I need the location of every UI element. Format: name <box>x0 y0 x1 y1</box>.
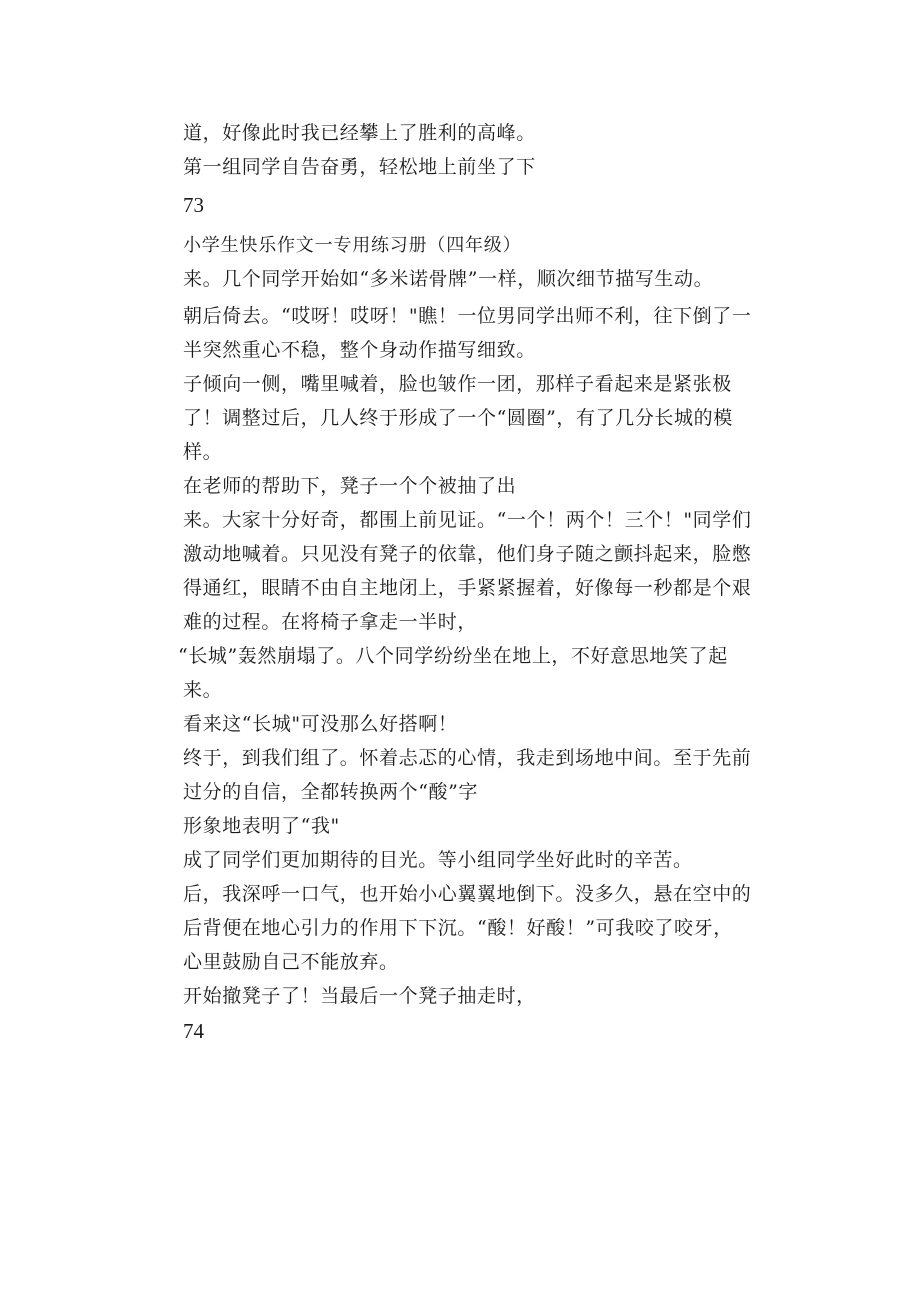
text-line: 形象地表明了“我" <box>183 815 340 837</box>
text-line: 了！调整过后，几人终于形成了一个“圆圈”，有了几分长城的模 <box>183 407 733 429</box>
text-line: 看来这“长城"可没那么好搭啊！ <box>183 713 458 735</box>
text-line: 后，我深呼一口气，也开始小心翼翼地倒下。没多久，悬在空中的 <box>183 883 752 905</box>
text-line: 来。大家十分好奇，都围上前见证。“一个！两个！三个！"同学们 <box>183 509 752 531</box>
text-line: 终于，到我们组了。怀着忐忑的心情，我走到场地中间。至于先前 <box>183 747 752 769</box>
text-line: 朝后倚去。“哎呀！哎呀！"瞧！一位男同学出师不利，往下倒了一 <box>183 305 752 327</box>
text-line: 子倾向一侧，嘴里喊着，脸也皱作一团，那样子看起来是紧张极 <box>183 373 732 395</box>
text-line: 过分的自信，全都转换两个“酸”字 <box>183 781 479 803</box>
text-line: 第一组同学自告奋勇，轻松地上前坐了下 <box>183 156 536 178</box>
text-line: 激动地喊着。只见没有凳子的依靠，他们身子随之颤抖起来，脸憋 <box>183 543 752 565</box>
text-line: 来。 <box>183 679 223 701</box>
page-number: 73 <box>183 193 204 217</box>
text-line: 样。 <box>183 441 223 463</box>
text-line: 开始撤凳子了！当最后一个凳子抽走时， <box>183 985 536 1007</box>
text-line: 后背便在地心引力的作用下下沉。“酸！好酸！”可我咬了咬牙， <box>183 917 733 939</box>
text-line: 在老师的帮助下，凳子一个个被抽了出 <box>183 475 517 497</box>
text-line: 心里鼓励自己不能放弃。 <box>183 951 399 973</box>
text-line: “长城”轰然崩塌了。八个同学纷纷坐在地上，不好意思地笑了起 <box>178 645 728 667</box>
text-line: 成了同学们更加期待的目光。等小组同学坐好此时的辛苦。 <box>183 849 693 871</box>
text-line: 来。几个同学开始如“多米诺骨牌”一样，顺次细节描写生动。 <box>183 268 714 290</box>
text-line: 半突然重心不稳，整个身动作描写细致。 <box>183 339 536 361</box>
text-line: 道，好像此时我已经攀上了胜利的高峰。 <box>183 122 536 144</box>
page-number: 74 <box>183 1019 204 1043</box>
text-line: 难的过程。在将椅子拿走一半时， <box>183 611 478 633</box>
running-header: 小学生快乐作文一专用练习册（四年级） <box>183 235 522 256</box>
text-line: 得通红，眼睛不由自主地闭上，手紧紧握着，好像每一秒都是个艰 <box>183 577 752 599</box>
